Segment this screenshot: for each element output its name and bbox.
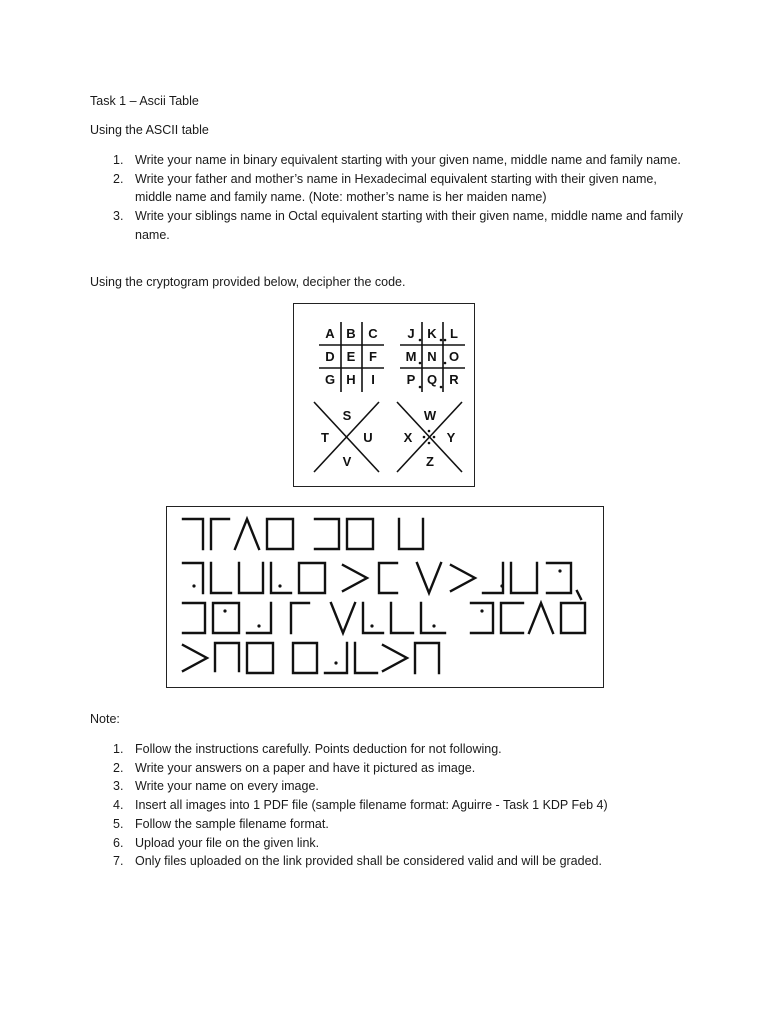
item-text: Write your father and mother’s name in Hexadecimal equivalent starting with their given name, middle name and family name. (Note: mother’s name is her maiden name) (135, 171, 657, 205)
cipher-message-image (167, 507, 603, 687)
key-letter: U (363, 430, 373, 445)
key-letter: I (371, 372, 375, 387)
key-letter: Y (446, 430, 456, 445)
item-number: 5. (113, 816, 124, 831)
intro-text: Using the ASCII table (90, 123, 209, 137)
note-item (90, 759, 690, 778)
instruction-item (90, 207, 690, 244)
item-number: 1. (113, 153, 124, 167)
note-item (90, 740, 690, 759)
item-text: Write your name on every image. (135, 779, 319, 794)
item-text: Follow the instructions carefully. Points deduction for not following. (135, 742, 502, 756)
key-letter: D (325, 349, 335, 364)
task-title: Task 1 – Ascii Table (90, 94, 199, 108)
notes-list (90, 740, 690, 871)
key-letter: L (450, 326, 458, 341)
item-number: 2. (113, 171, 124, 186)
note-item (90, 815, 690, 834)
item-text: Insert all images into 1 PDF file (sample filename format: Aguirre - Task 1 KDP Feb 4) (135, 798, 608, 813)
item-number: 4. (113, 798, 124, 813)
key-letter: G (324, 372, 336, 387)
key-letter: C (368, 326, 378, 341)
key-letter: J (407, 326, 415, 341)
item-number: 1. (113, 742, 124, 756)
item-number: 3. (113, 779, 124, 794)
note-item (90, 852, 690, 871)
item-number: 6. (113, 835, 124, 850)
key-letter: K (427, 326, 437, 341)
instructions-list (90, 151, 690, 245)
note-item (90, 796, 690, 815)
key-letter: P (406, 372, 416, 387)
key-letter: H (346, 372, 356, 387)
key-letter: T (321, 430, 329, 445)
cipher-message-figure (166, 506, 604, 688)
key-letter: X (403, 430, 413, 445)
key-letter: F (369, 349, 377, 364)
cipher-key-figure (293, 303, 475, 487)
item-text: Write your name in binary equivalent starting with your given name, middle name and family name. (135, 153, 681, 167)
item-number: 7. (113, 854, 124, 869)
instruction-item (90, 151, 690, 170)
key-letter: A (325, 326, 335, 341)
key-letter: V (342, 454, 352, 469)
note-item (90, 777, 690, 796)
key-letter: N (427, 349, 437, 364)
key-letter: Z (426, 454, 434, 469)
note-label: Note: (90, 712, 120, 726)
item-text: Write your answers on a paper and have it pictured as image. (135, 760, 476, 775)
cipher-key-diagram (294, 304, 474, 486)
cryptogram-intro: Using the cryptogram provided below, decipher the code. (90, 275, 406, 289)
key-letter: W (423, 408, 437, 423)
item-number: 2. (113, 760, 124, 775)
key-letter: S (342, 408, 352, 423)
key-letter: B (346, 326, 356, 341)
key-letter: M (405, 349, 417, 364)
key-letter: Q (426, 372, 438, 387)
instruction-item (90, 170, 690, 207)
note-item (90, 834, 690, 853)
item-text: Follow the sample filename format. (135, 816, 329, 831)
item-text: Only files uploaded on the link provided shall be considered valid and will be graded. (135, 854, 602, 869)
key-letter: O (448, 349, 460, 364)
key-letter: E (346, 349, 356, 364)
item-text: Write your siblings name in Octal equivalent starting with their given name, middle name and family name. (135, 209, 683, 242)
key-letter: R (449, 372, 459, 387)
item-text: Upload your file on the given link. (135, 835, 320, 850)
item-number: 3. (113, 209, 124, 224)
